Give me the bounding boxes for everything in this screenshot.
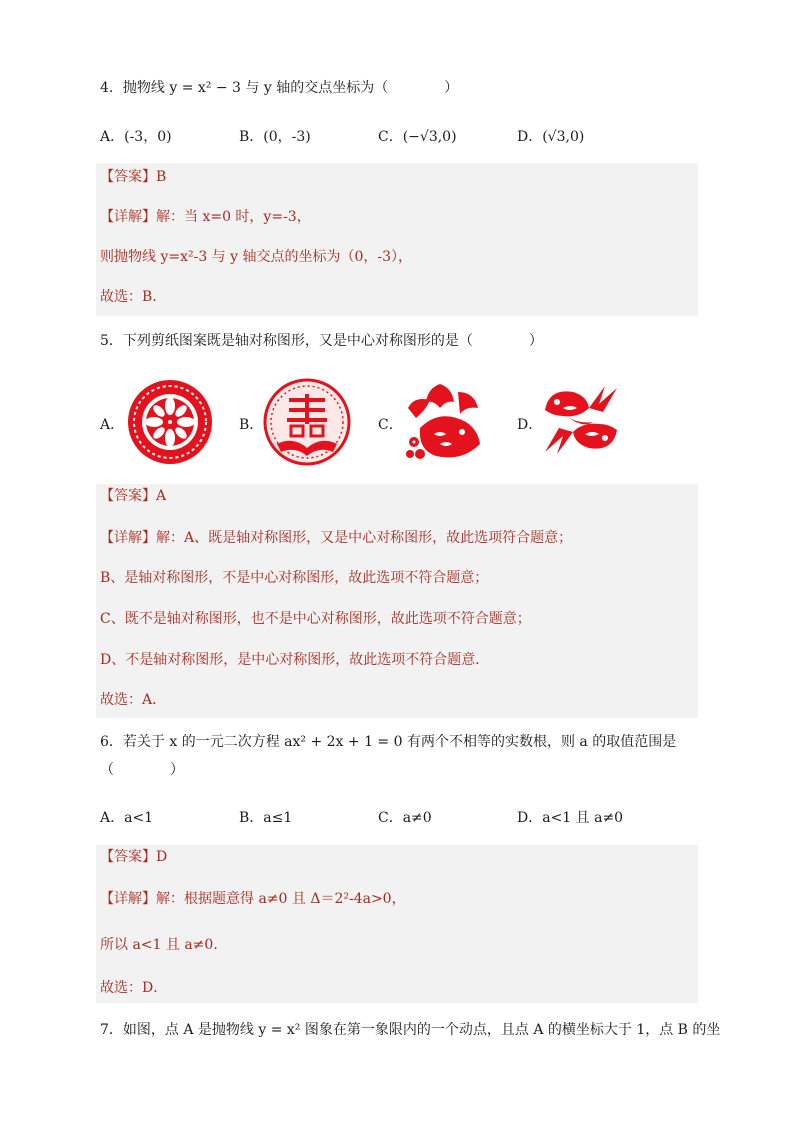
lotus-fish-papercut-icon [400, 378, 488, 466]
q4-detail-3: 故选：B． [100, 289, 167, 305]
q5-detail-4: D、不是轴对称图形，是中心对称图形，故此选项不符合题意． [100, 652, 490, 668]
twin-fish-papercut-icon [539, 378, 623, 462]
q5-detail-1: 【详解】解：A、既是轴对称图形，又是中心对称图形，故此选项符合题意； [100, 530, 573, 546]
q5-option-a-label: A． [100, 417, 125, 433]
q6-option-c[interactable]: C．a≠0 [378, 810, 432, 826]
double-happiness-papercut-icon [263, 378, 351, 466]
q5-option-b[interactable] [239, 378, 369, 468]
q5-option-c[interactable] [378, 378, 508, 468]
q6-option-a[interactable]: A．a<1 [100, 810, 154, 826]
q6-answer-box [96, 845, 698, 1003]
q4-detail-1: 【详解】解：当 x=0 时，y=-3， [100, 209, 311, 225]
q6-option-d[interactable]: D．a<1 且 a≠0 [517, 810, 624, 826]
q5-option-d-label: D． [517, 417, 543, 433]
q5-detail-2: B、是轴对称图形，不是中心对称图形，故此选项不符合题意； [100, 570, 489, 586]
q5-option-b-label: B． [239, 417, 264, 433]
q4-option-d[interactable]: D．(√3,0) [517, 129, 585, 145]
q5-answer: 【答案】A [100, 488, 167, 504]
q4-option-c[interactable]: C．(−√3,0) [378, 129, 457, 145]
q5-stem: 5．下列剪纸图案既是轴对称图形，又是中心对称图形的是（ ） [100, 333, 543, 349]
q4-option-a[interactable]: A．(-3，0) [100, 129, 172, 145]
q7-stem: 7．如图，点 A 是抛物线 y = x² 图象在第一象限内的一个动点，且点 A 的横坐标大于 1，点 B 的坐 [100, 1022, 721, 1038]
q4-option-b[interactable]: B．(0，-3) [239, 129, 311, 145]
q5-detail-5: 故选：A． [100, 692, 167, 708]
q5-answer-box [96, 484, 698, 718]
q6-options [100, 807, 700, 829]
q5-option-a[interactable] [100, 378, 230, 468]
q6-stem-line-2: （ ） [100, 762, 184, 778]
q6-answer: 【答案】D [100, 849, 168, 865]
q4-answer-box [96, 163, 698, 316]
q6-option-b[interactable]: B．a≤1 [239, 810, 293, 826]
q6-detail-2: 所以 a<1 且 a≠0. [100, 937, 218, 953]
q4-answer: 【答案】B [100, 169, 167, 185]
q4-detail-2: 则抛物线 y=x²-3 与 y 轴交点的坐标为（0，-3）， [100, 249, 413, 265]
q5-detail-3: C、既不是轴对称图形，也不是中心对称图形，故此选项不符合题意； [100, 611, 531, 627]
q5-option-c-label: C． [378, 417, 403, 433]
round-flower-papercut-icon [126, 378, 214, 466]
q6-detail-3: 故选：D． [100, 980, 168, 996]
q6-detail-1: 【详解】解：根据题意得 a≠0 且 Δ＝2²-4a>0， [100, 891, 406, 907]
q4-options [100, 126, 700, 148]
q6-stem-line-1: 6．若关于 x 的一元二次方程 ax² + 2x + 1 = 0 有两个不相等的实数根，则 a 的取值范围是 [100, 734, 677, 750]
q4-stem: 4．抛物线 y = x² − 3 与 y 轴的交点坐标为（ ） [100, 80, 459, 96]
q5-picture-options [100, 378, 700, 468]
q5-option-d[interactable] [517, 378, 647, 468]
